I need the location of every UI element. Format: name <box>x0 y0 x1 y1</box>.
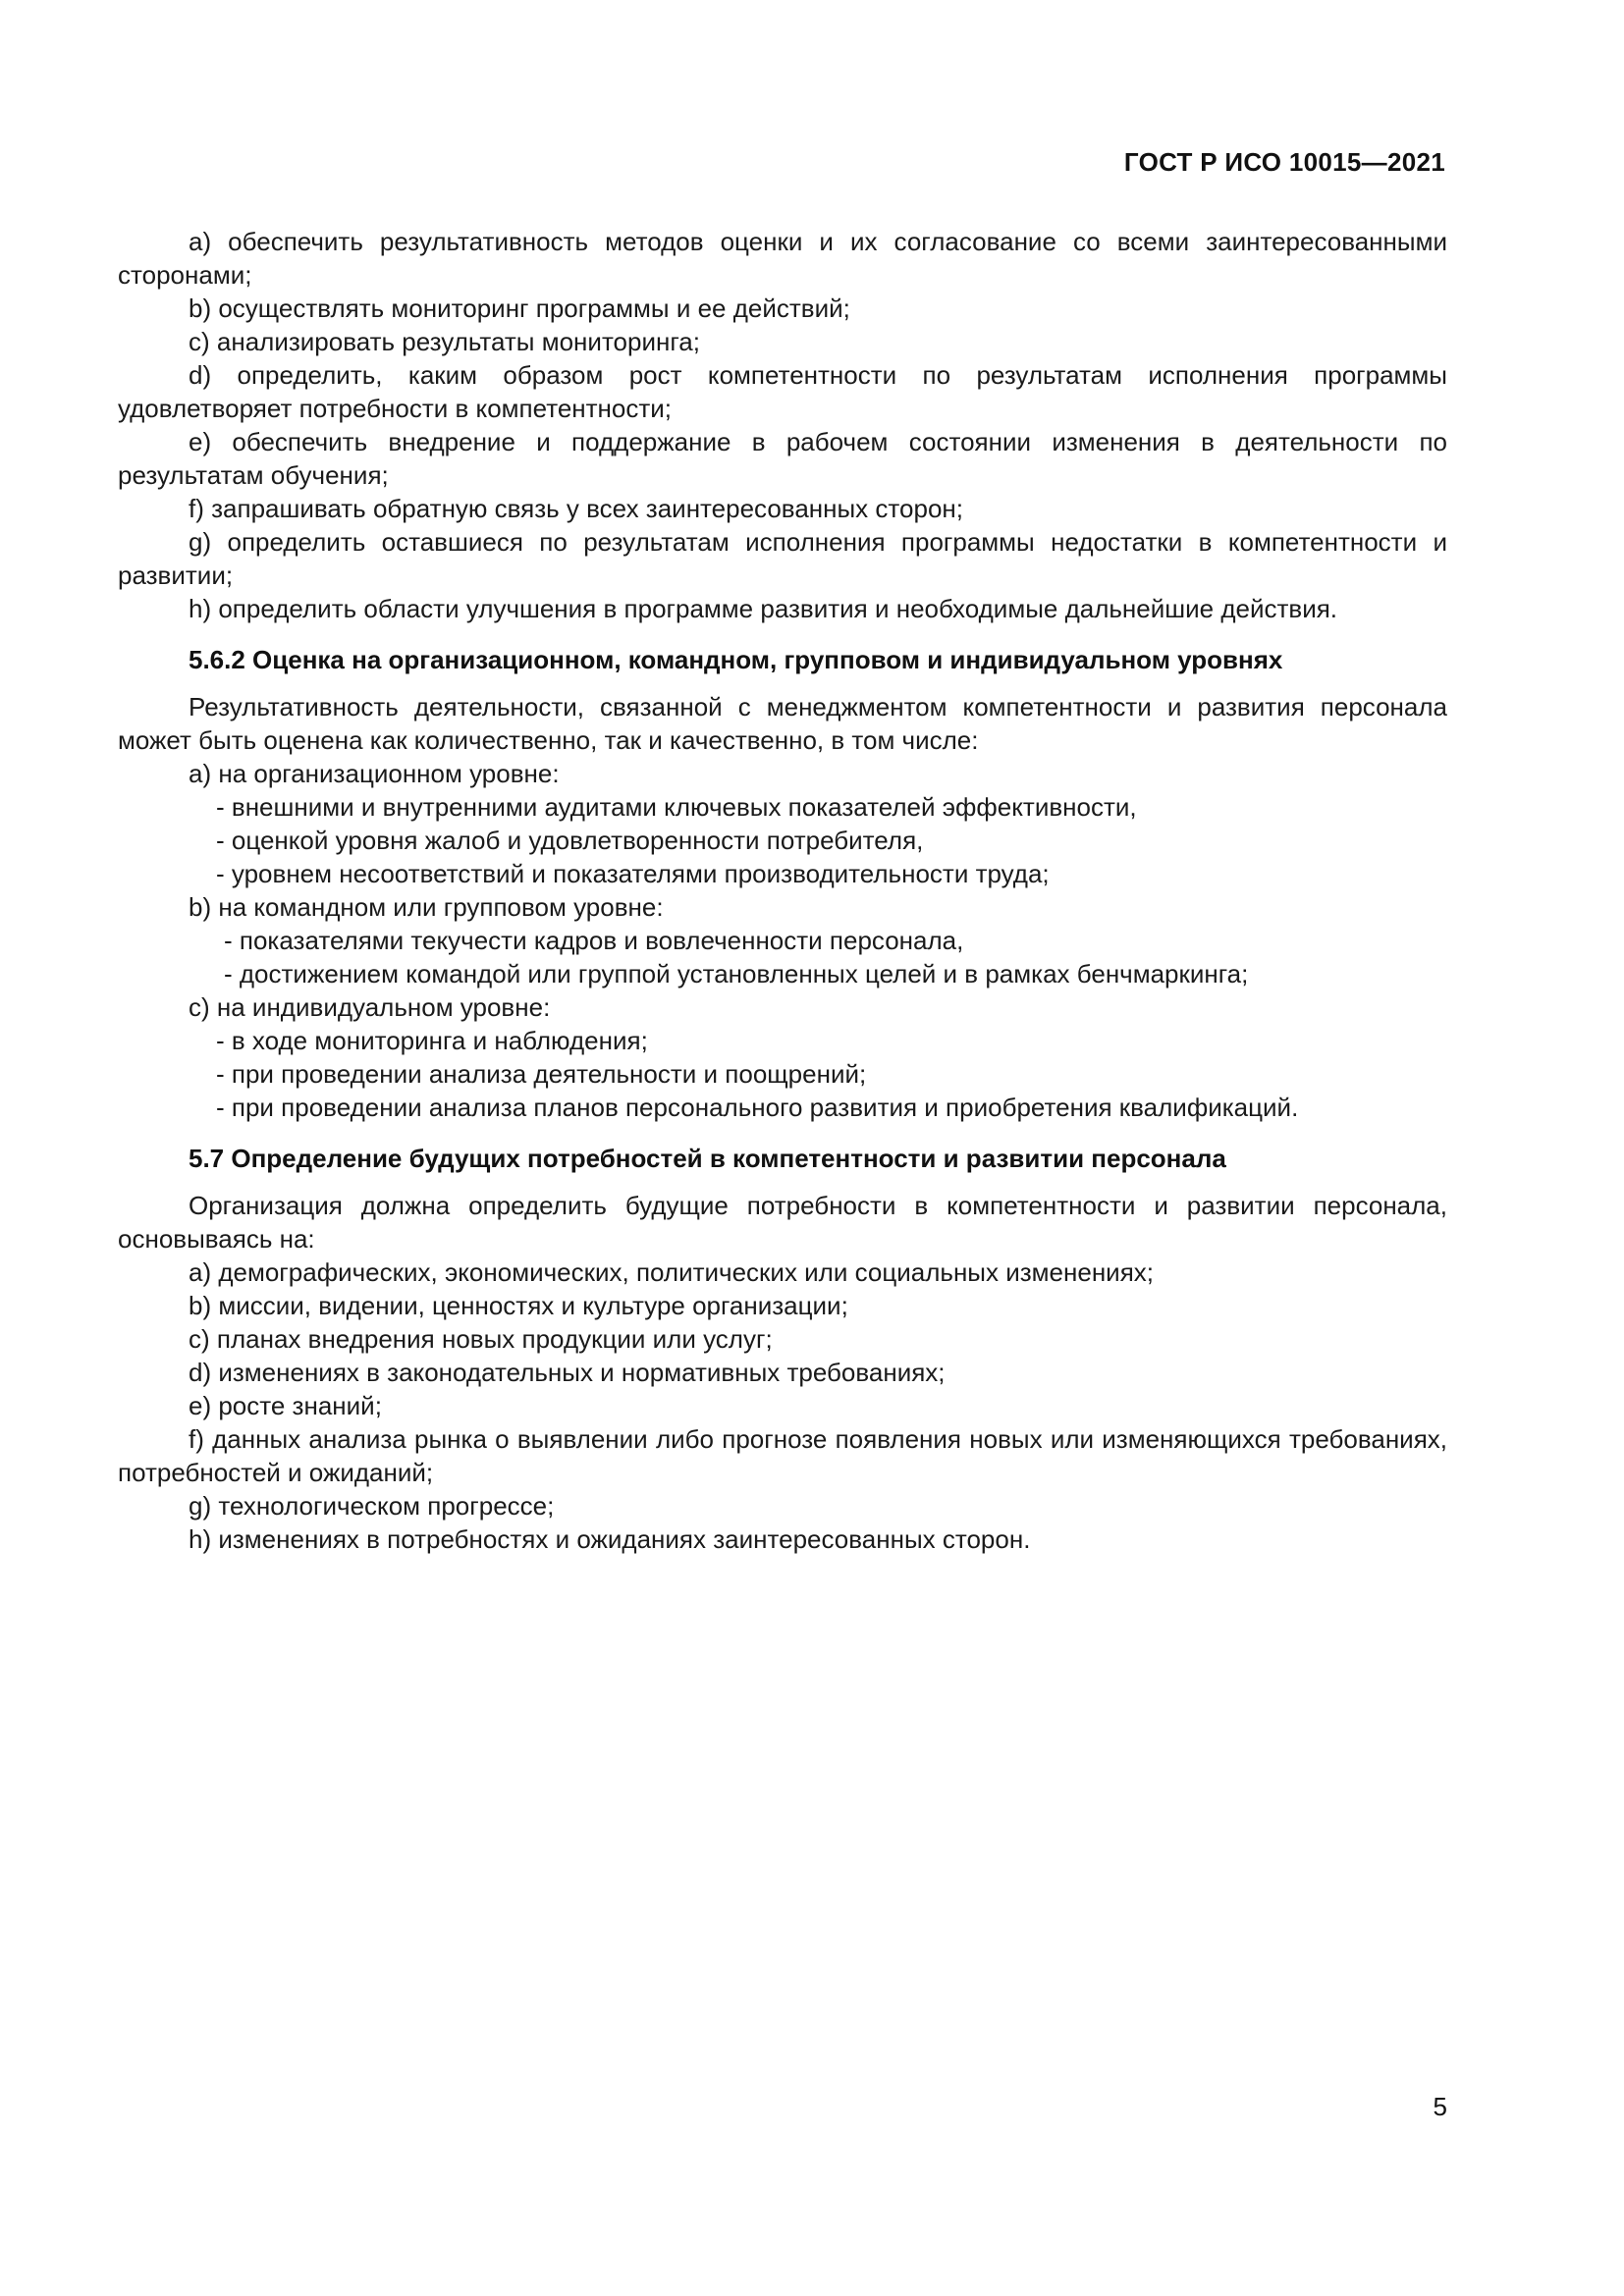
list-item: d) изменениях в законодательных и нормативных требованиях; <box>189 1358 946 1387</box>
list-item: g) технологическом прогрессе; <box>189 1491 555 1521</box>
list-item: а) демографических, экономических, политических или социальных изменениях; <box>189 1257 1154 1287</box>
level-heading: b) на командном или групповом уровне: <box>189 892 664 922</box>
section-heading-5-6-2: 5.6.2 Оценка на организационном, командном, групповом и индивидуальном уровнях <box>189 645 1283 674</box>
list-item: c) планах внедрения новых продукции или услуг; <box>189 1324 773 1354</box>
dash-list-item: - при проведении анализа деятельности и поощрений; <box>216 1059 867 1089</box>
list-item: f) данных анализа рынка о выявлении либо прогнозе появления новых или изменяющихся требованиях, потребностей и ожиданий; <box>118 1424 1447 1487</box>
document-standard-header: ГОСТ Р ИСО 10015—2021 <box>1123 147 1445 177</box>
list-item: g) определить оставшиеся по результатам исполнения программы недостатки в компетентности и развитии; <box>118 527 1447 590</box>
list-item: h) определить области улучшения в программе развития и необходимые дальнейшие действия. <box>189 594 1338 623</box>
list-item: c) анализировать результаты мониторинга; <box>189 327 700 356</box>
dash-list-item: - внешними и внутренними аудитами ключевых показателей эффективности, <box>216 792 1137 822</box>
list-item: e) росте знаний; <box>189 1391 382 1420</box>
list-item: d) определить, каким образом рост компетентности по результатам исполнения программы удовлетворяет потребности в компетентности; <box>118 360 1447 423</box>
list-item: b) миссии, видении, ценностях и культуре организации; <box>189 1291 848 1320</box>
level-heading: c) на индивидуальном уровне: <box>189 992 551 1022</box>
list-item: h) изменениях в потребностях и ожиданиях заинтересованных сторон. <box>189 1524 1031 1554</box>
list-item: а) обеспечить результативность методов оценки и их согласование со всеми заинтересованными сторонами; <box>118 227 1447 290</box>
section-heading-5-7: 5.7 Определение будущих потребностей в компетентности и развитии персонала <box>189 1144 1226 1173</box>
dash-list-item: - уровнем несоответствий и показателями производительности труда; <box>216 859 1050 888</box>
section-intro: Организация должна определить будущие потребности в компетентности и развитии персонала, основываясь на: <box>118 1191 1447 1254</box>
dash-list-item: - достижением командой или группой установленных целей и в рамках бенчмаркинга; <box>224 959 1249 988</box>
dash-list-item: - оценкой уровня жалоб и удовлетворенности потребителя, <box>216 826 924 855</box>
page-body <box>118 225 1447 1556</box>
list-item: e) обеспечить внедрение и поддержание в рабочем состоянии изменения в деятельности по результатам обучения; <box>118 427 1447 490</box>
dash-list-item: - показателями текучести кадров и вовлеченности персонала, <box>224 926 964 955</box>
list-item: f) запрашивать обратную связь у всех заинтересованных сторон; <box>189 494 963 523</box>
list-item: b) осуществлять мониторинг программы и ее действий; <box>189 294 850 323</box>
dash-list-item: - в ходе мониторинга и наблюдения; <box>216 1026 648 1055</box>
section-intro: Результативность деятельности, связанной с менеджментом компетентности и развития персонала может быть оценена как количественно, так и качественно, в том числе: <box>118 692 1447 755</box>
level-heading: а) на организационном уровне: <box>189 759 560 788</box>
dash-list-item: - при проведении анализа планов персонального развития и приобретения квалификаций. <box>216 1093 1299 1122</box>
page-number: 5 <box>1433 2092 1447 2121</box>
